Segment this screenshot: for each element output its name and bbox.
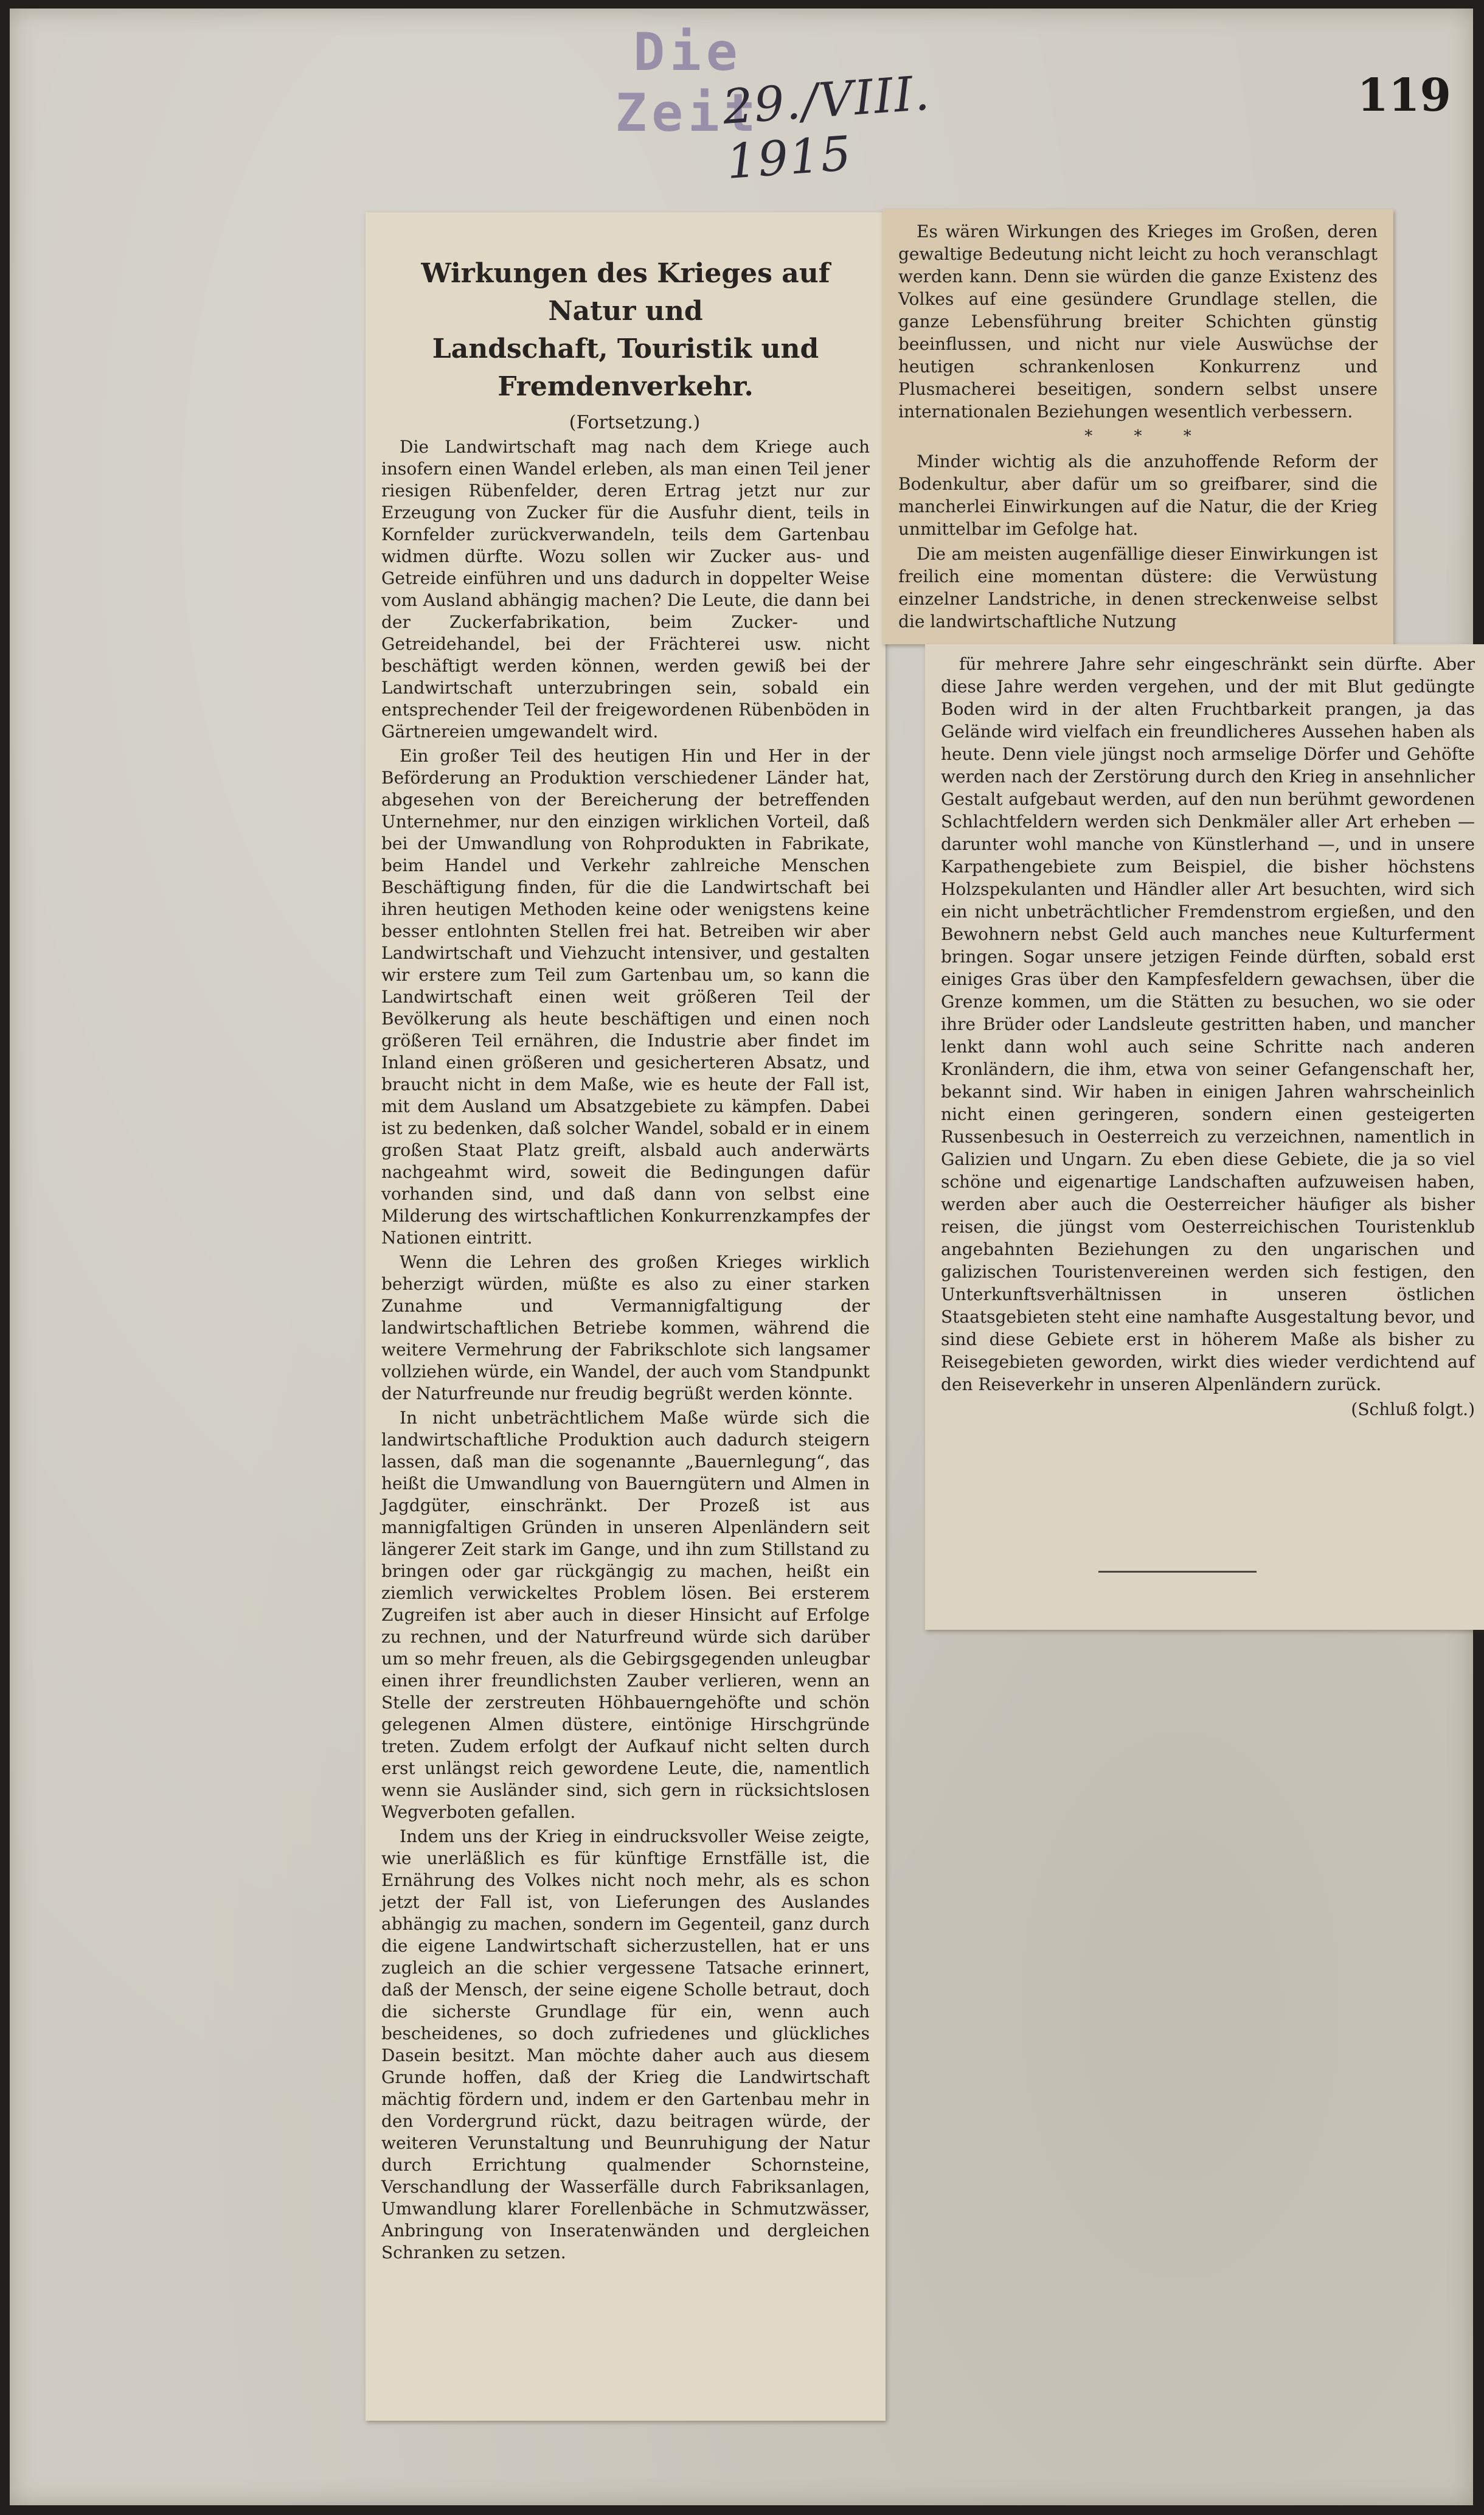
article-title-line-1: Wirkungen des Krieges auf Natur und	[421, 258, 830, 327]
page-number: 119	[1357, 69, 1451, 122]
clipping-right-column-bottom	[925, 644, 1484, 1630]
paragraph: Die Landwirtschaft mag nach dem Kriege auch insofern einen Wandel erleben, als man einen Teil jener riesigen Rübenfelder, deren Ertrag jetzt nur zur Erzeugung von Zucker für die Ausfuhr dient, teils in Kornfelder zurückverwandeln, teils dem Gartenbau widmen dürfte. Wozu sollen wir Zucker aus- und Getreide einführen und uns dadurch in doppelter Weise vom Ausland abhängig machen? Die Leute, die dann bei der Zuckerfabrikation, beim Zucker- und Getreidehandel, bei der Frächterei usw. nicht beschäftigt werden können, werden gewiß bei der Landwirtschaft unterzubringen sein, sobald ein entsprechender Teil der freigewordenen Rübenböden in Gärtnereien umgewandelt wird.	[381, 437, 870, 742]
paragraph: für mehrere Jahre sehr eingeschränkt sein dürfte. Aber diese Jahre werden vergehen, und der mit Blut gedüngte Boden wird in der alten Fruchtbarkeit prangen, ja das Gelände wird vielfach ein freundlicheres Aussehen haben als heute. Denn viele jüngst noch armselige Dörfer und Gehöfte werden nach der Zerstörung durch den Krieg in ansehnlicher Gestalt aufgebaut werden, auf den nun berühmt gewordenen Schlachtfeldern werden sich Denkmäler aller Art erheben — darunter wohl manche von Künstlerhand —, und in unsere Karpathengebiete zum Beispiel, die bisher höchstens Holzspekulanten und Händler aller Art besuchten, wird sich ein nicht unbeträchtlicher Fremdenstrom ergießen, und den Bewohnern nebst Geld auch manches neue Kulturferment bringen. Sogar unsere jetzigen Feinde dürften, sobald erst einiges Gras über den Kampfesfeldern gewachsen, über die Grenze kommen, um die Stätten zu besuchen, wo sie oder ihre Brüder oder Landsleute gestritten haben, und mancher lenkt dann wohl auch seine Schritte nach anderen Kronländern, die ihm, etwa von seiner Gefangenschaft her, bekannt sind. Wir haben in einigen Jahren wahrscheinlich nicht einen geringeren, sondern einen gesteigerten Russenbesuch in Oesterreich zu verzeichnen, namentlich in Galizien und Ungarn. Zu eben diese Gebiete, die ja so viel schöne und eigenartige Landschaften aufzuweisen haben, werden aber auch die Oesterreicher häufiger als bisher reisen, die jüngst vom Oesterreichischen Touristenklub angebahnten Beziehungen zu den ungarischen und galizischen Touristenvereinen werden sich festigen, den Unterkunftsverhältnissen in unseren östlichen Staatsgebieten steht eine namhafte Ausgestaltung bevor, und sind diese Gebiete erst in höherem Maße als bisher zu Reisegebieten geworden, wirkt dies wieder verdichtend auf den Reiseverkehr in unseren Alpenländern zurück.	[941, 654, 1475, 1394]
paragraph: Wenn die Lehren des großen Krieges wirklich beherzigt würden, müßte es also zu einer starken Zunahme und Vermannigfaltigung der landwirtschaftlichen Betriebe kommen, während die weitere Vermehrung der Fabrikschlote sich langsamer vollziehen würde, ein Wandel, der auch vom Standpunkt der Naturfreunde nur freudig begrüßt werden könnte.	[381, 1252, 870, 1404]
article-subtitle: (Fortsetzung.)	[569, 412, 701, 433]
article-title-line-2: Landschaft, Touristik und Fremdenverkehr.	[432, 333, 819, 402]
divider-line	[1098, 1571, 1257, 1573]
paragraph: Es wären Wirkungen des Krieges im Großen, deren gewaltige Bedeutung nicht leicht zu hoch veranschlagt werden kann. Denn sie würden die ganze Existenz des Volkes auf eine gesündere Grundlage stellen, die ganze Lebensführung breiter Schichten günstig beeinflussen, und nicht nur viele Auswüchse der heutigen schrankenlosen Konkurrenz und Plusmacherei beseitigen, sondern selbst unsere internationalen Beziehungen wesentlich verbessern.	[898, 221, 1378, 422]
paragraph: Indem uns der Krieg in eindrucksvoller Weise zeigte, wie unerläßlich es für künftige Ernstfälle ist, die Ernährung des Volkes nicht noch mehr, als es schon jetzt der Fall ist, von Lieferungen des Auslandes abhängig zu machen, sondern im Gegenteil, ganz durch die eigene Landwirtschaft sicherzustellen, hat er uns zugleich an die schier vergessene Tatsache erinnert, daß der Mensch, der seine eigene Scholle betraut, doch die sicherste Grundlage für ein, wenn auch bescheidenes, so doch zufriedenes und glückliches Dasein besitzt. Man möchte daher auch aus diesem Grunde hoffen, daß der Krieg die Landwirtschaft mächtig fördern und, indem er den Gartenbau mehr in den Vordergrund rückt, dazu beitragen würde, der weiteren Verunstaltung und Beunruhigung der Natur durch Errichtung qualmender Schornsteine, Verschandlung der Wasserfälle durch Fabriksanlagen, Umwandlung klarer Forellenbäche in Schmutzwässer, Anbringung von Inseratenwänden und dergleichen Schranken zu setzen.	[381, 1826, 870, 2263]
clipping-right-column-top	[882, 209, 1393, 644]
section-separator: * * *	[1084, 427, 1210, 445]
paragraph: In nicht unbeträchtlichem Maße würde sich die landwirtschaftliche Produktion auch dadurch steigern lassen, daß man die sogenannte „Bauernlegung“, das heißt die Umwandlung von Bauerngütern und Almen in Jagdgüter, einschränkt. Der Prozeß ist aus mannigfaltigen Gründen in unseren Alpenländern seit längerer Zeit stark im Gange, und ihn zum Stillstand zu bringen oder gar rückgängig zu machen, heißt ein ziemlich verwickeltes Problem lösen. Bei ersterem Zugreifen ist aber auch in dieser Hinsicht auf Erfolge zu rechnen, und der Naturfreund würde sich darüber um so mehr freuen, als die Gebirgsgegenden unleugbar einen ihrer freundlichsten Zauber verlieren, wenn an Stelle der zerstreuten Höhbauerngehöfte und schön gelegenen Almen düstere, eintönige Hirschgründe treten. Zudem erfolgt der Aufkauf nicht selten durch erst unlängst reich gewordene Leute, die, namentlich wenn sie Ausländer sind, sich gern in rücksichtslosen Wegverboten gefallen.	[381, 1408, 870, 1822]
archive-sheet	[10, 9, 1473, 2505]
handwritten-date: 29./VIII. 1915	[721, 66, 932, 190]
clipping-left-column	[366, 212, 886, 2421]
article-title	[381, 255, 870, 406]
paragraph: Minder wichtig als die anzuhoffende Reform der Bodenkultur, aber dafür um so greifbarer, sind die mancherlei Einwirkungen auf die Natur, die der Krieg unmittelbar im Gefolge hat.	[898, 451, 1378, 539]
continuation-note: (Schluß folgt.)	[1351, 1399, 1475, 1419]
paragraph: Ein großer Teil des heutigen Hin und Her in der Beförderung an Produktion verschiedener Länder hat, abgesehen von der Bereicherung der betreffenden Unternehmer, nur den einzigen wirklichen Vorteil, daß bei der Umwandlung von Rohprodukten in Fabrikate, beim Handel und Verkehr zahlreiche Menschen Beschäftigung finden, für die die Landwirtschaft bei ihren heutigen Methoden keine oder wenigstens keine besser entlohnten Stellen frei hat. Betreiben wir aber Landwirtschaft und Viehzucht intensiver, und gestalten wir erstere zum Teil zum Gartenbau um, so kann die Landwirtschaft einen weit größeren Teil der Bevölkerung als heute beschäftigen und einen noch größeren Teil ernähren, die Industrie aber findet im Inland einen größeren und gesicherteren Absatz, und braucht nicht in dem Maße, wie es heute der Fall ist, mit dem Ausland um Absatzgebiete zu kämpfen. Dabei ist zu bedenken, daß solcher Wandel, sobald er in einem großen Staat Platz greift, alsbald auch anderwärts nachgeahmt wird, soweit die Bedingungen dafür vorhanden sind, und daß dann von selbst eine Milderung des wirtschaftlichen Konkurrenzkampfes der Nationen eintritt.	[381, 746, 870, 1248]
paragraph: Die am meisten augenfällige dieser Einwirkungen ist freilich eine momentan düstere: die Verwüstung einzelner Landstriche, in denen streckenweise selbst die landwirtschaftliche Nutzung	[898, 544, 1378, 631]
newspaper-name: Die Zeit	[615, 22, 761, 144]
